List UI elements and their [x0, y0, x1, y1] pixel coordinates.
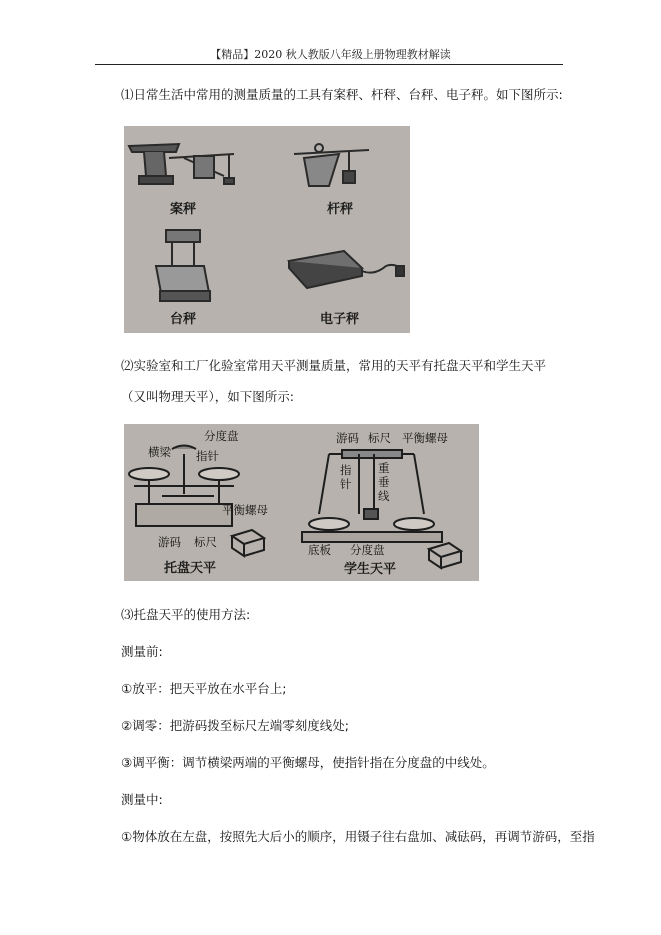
label-plumb-1: 重	[378, 461, 390, 475]
caption-tray-balance: 托盘天平	[164, 561, 217, 576]
label-rider-1: 游码	[158, 535, 181, 549]
paragraph-7: ③调平衡：调节横梁两端的平衡螺母，使指针指在分度盘的中线处。	[121, 755, 495, 770]
label-balance-nut-1: 平衡螺母	[222, 503, 268, 517]
weight-box-icon	[232, 530, 264, 556]
scales-illustration	[124, 126, 410, 333]
paragraph-4: 测量前:	[121, 644, 163, 659]
header-rule	[95, 64, 563, 65]
label-pointer-2b: 针	[340, 477, 352, 491]
steelyard-icon	[294, 144, 369, 186]
balances-figure	[124, 424, 479, 581]
label-ruler-2: 标尺	[368, 431, 391, 445]
bench-scale-icon	[156, 230, 210, 301]
paragraph-1: ⑴日常生活中常用的测量质量的工具有案秤、杆秤、台秤、电子秤。如下图所示:	[121, 87, 563, 102]
label-plumb-3: 线	[378, 489, 390, 503]
label-base-plate: 底板	[308, 543, 331, 557]
label-balance-nut-2: 平衡螺母	[402, 431, 448, 445]
label-rider-2: 游码	[336, 431, 359, 445]
caption-steelyard: 杆秤	[327, 202, 354, 217]
label-scale-dial-1: 分度盘	[204, 429, 239, 443]
header-title: 【精品】2020 秋人教版八年级上册物理教材解读	[210, 48, 451, 61]
label-pointer-2a: 指	[340, 463, 352, 477]
student-balance-icon	[302, 450, 442, 542]
label-scale-dial-2: 分度盘	[350, 543, 385, 557]
paragraph-3: ⑶托盘天平的使用方法:	[121, 607, 251, 622]
paragraph-5: ①放平：把天平放在水平台上;	[121, 681, 287, 696]
platform-scale-icon	[129, 144, 234, 184]
label-ruler-1: 标尺	[194, 535, 217, 549]
caption-bench-scale: 台秤	[170, 312, 197, 327]
weight-box-icon-2	[429, 543, 461, 568]
scales-figure	[124, 126, 410, 333]
label-pointer-1: 指针	[196, 449, 219, 463]
caption-electronic-scale: 电子秤	[320, 312, 360, 327]
caption-student-balance: 学生天平	[344, 562, 397, 577]
paragraph-6: ②调零：把游码拨至标尺左端零刻度线处;	[121, 718, 349, 733]
paragraph-9: ①物体放在左盘，按照先大后小的顺序，用镊子往右盘加、减砝码，再调节游码，至指	[121, 829, 595, 844]
label-beam: 横梁	[148, 445, 171, 459]
electronic-scale-icon	[289, 251, 404, 288]
paragraph-2: ⑵实验室和工厂化验室常用天平测量质量，常用的天平有托盘天平和学生天平（又叫物理天平），如下图所示:	[121, 358, 547, 404]
label-plumb-2: 垂	[378, 475, 390, 489]
caption-platform-scale: 案秤	[170, 202, 197, 217]
paragraph-8: 测量中:	[121, 792, 163, 807]
